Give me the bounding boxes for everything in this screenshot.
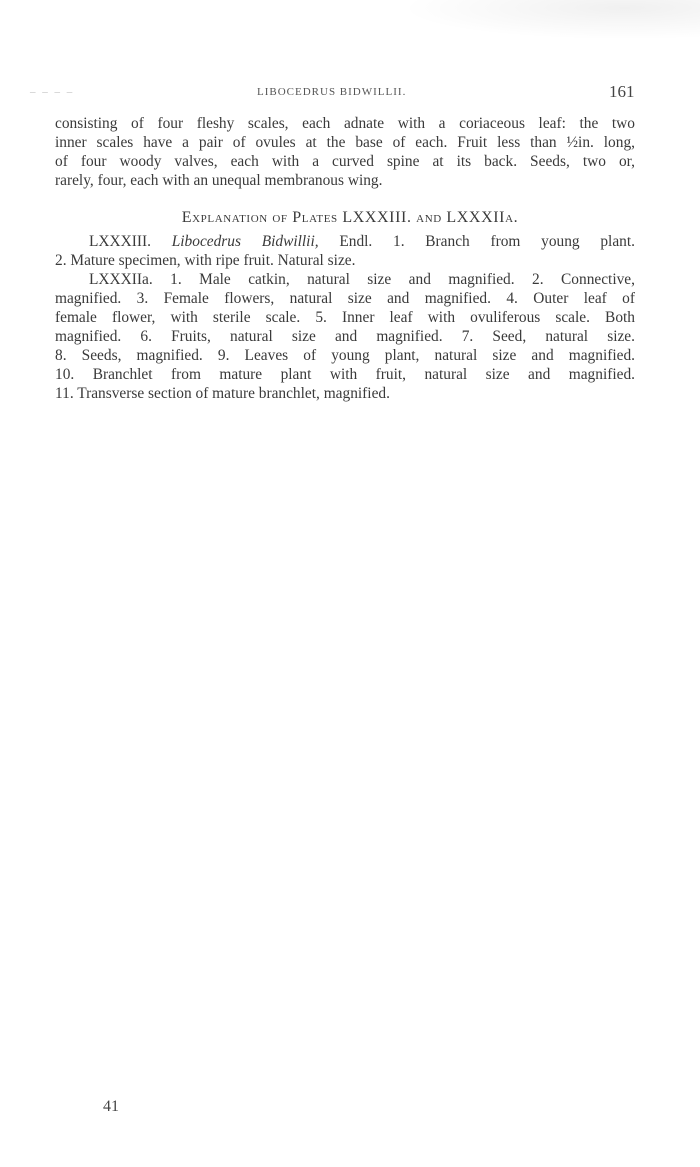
text-line: 11. Transverse section of mature branchlet, magnified. [55, 385, 390, 402]
running-head [0, 82, 700, 102]
plate-caption: 1. Male catkin, natural size and magnified. 2. Connective, [170, 271, 635, 288]
text-line [55, 232, 635, 251]
text-line: magnified. 3. Female flowers, natural size and magnified. 4. Outer leaf of [55, 290, 635, 307]
text-line: 10. Branchlet from mature plant with fruit, natural size and magnified. [55, 366, 635, 383]
print-speckle [400, 0, 700, 40]
page-number: 161 [609, 82, 635, 101]
species-name: Libocedrus Bidwillii, [171, 233, 319, 250]
text-line: 2. Mature specimen, with ripe fruit. Natural size. [55, 252, 356, 269]
text-line [55, 270, 635, 289]
text-line: inner scales have a pair of ovules at the base of each. Fruit less than ½in. long, [55, 134, 635, 151]
margin-mark: – – – – [30, 86, 75, 98]
text-line: consisting of four fleshy scales, each adnate with a coriaceous leaf: the two [55, 115, 635, 132]
text-line: female flower, with sterile scale. 5. Inner leaf with ovuliferous scale. Both [55, 309, 635, 326]
plate-explanation-lxxxiia [55, 270, 635, 403]
text-line: rarely, four, each with an unequal membranous wing. [55, 172, 383, 189]
running-title: LIBOCEDRUS BIDWILLII. [257, 86, 407, 98]
signature-number: 41 [103, 1098, 119, 1115]
text-line: of four woody valves, each with a curved spine at its back. Seeds, two or, [55, 153, 635, 170]
plate-caption: Endl. 1. Branch from young plant. [339, 233, 635, 250]
text-line: magnified. 6. Fruits, natural size and magnified. 7. Seed, natural size. [55, 328, 635, 345]
explanation-heading-text: Explanation of Plates LXXXIII. and LXXXIIa. [181, 209, 519, 226]
plate-label: LXXXIII. [89, 233, 151, 250]
plate-label: LXXXIIa. [89, 271, 153, 288]
explanation-heading [0, 209, 700, 227]
description-paragraph [55, 114, 635, 190]
plate-explanation-lxxxiii [55, 232, 635, 270]
text-line: 8. Seeds, magnified. 9. Leaves of young plant, natural size and magnified. [55, 347, 635, 364]
